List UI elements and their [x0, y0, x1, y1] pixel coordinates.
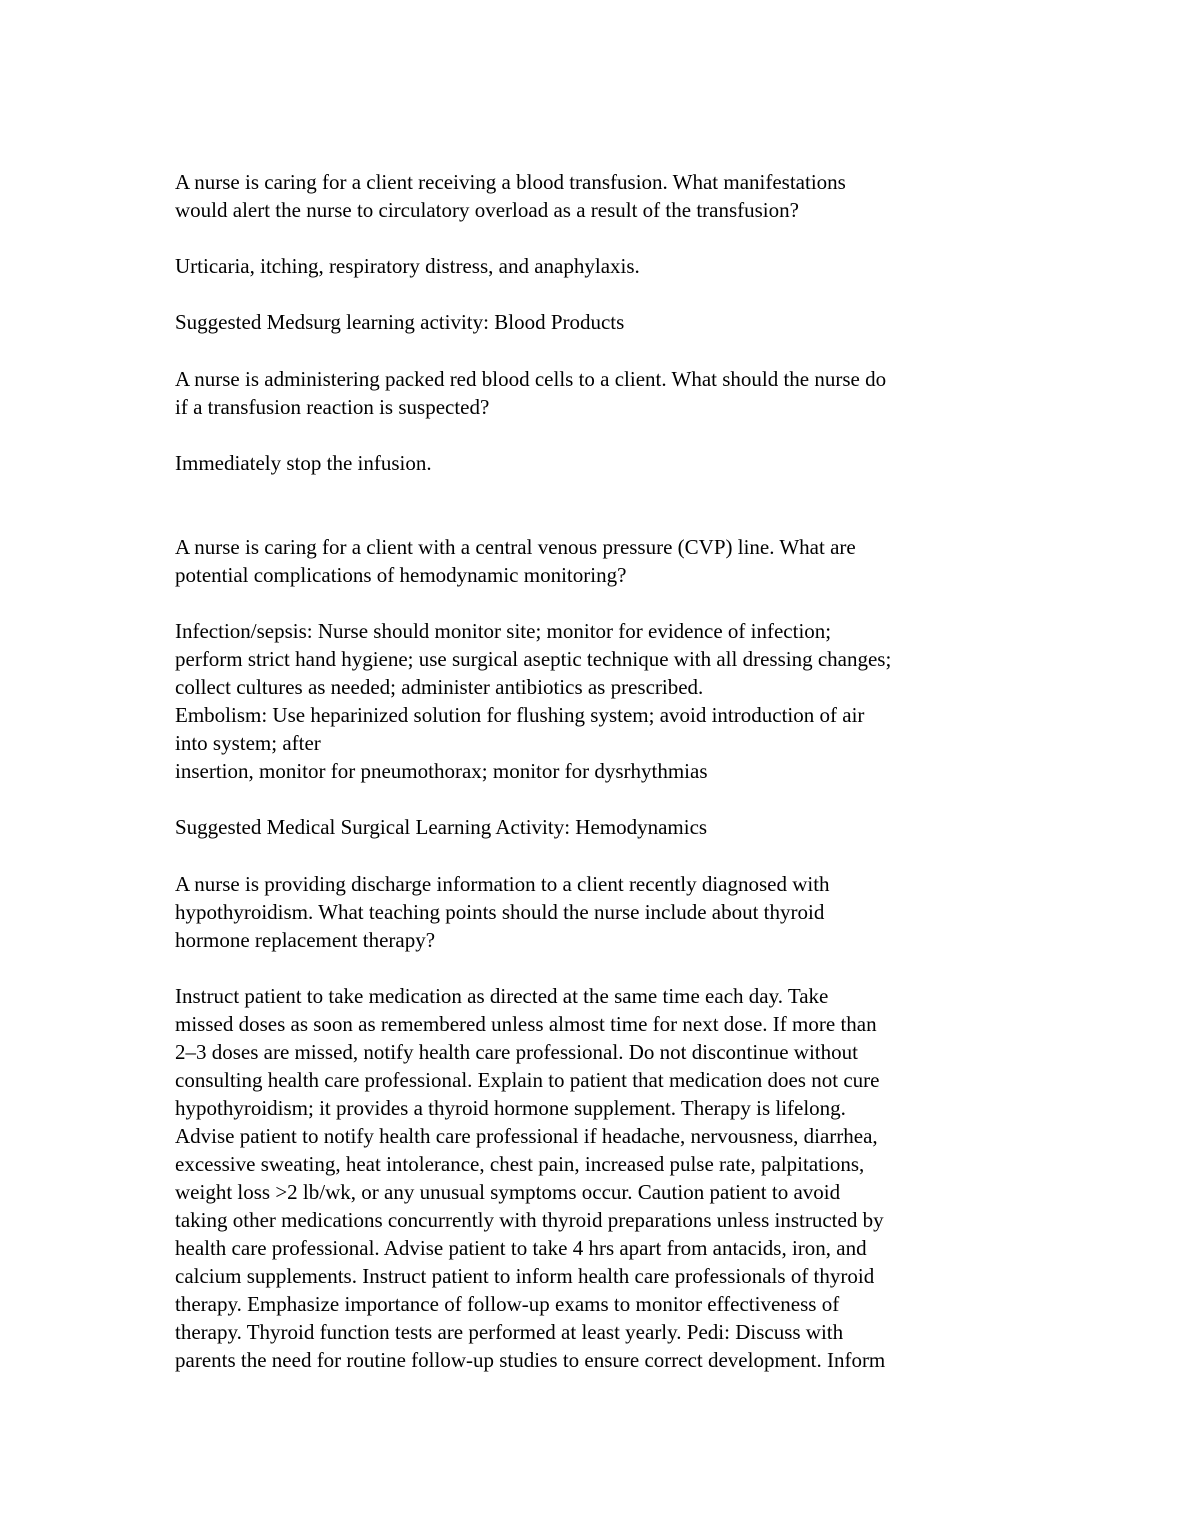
answer-3-line-3: collect cultures as needed; administer antibiotics as prescribed.: [175, 675, 704, 699]
question-4-line-1: A nurse is providing discharge information to a client recently diagnosed with: [175, 872, 830, 896]
answer-4-line-14: parents the need for routine follow-up studies to ensure correct development. Inform: [175, 1348, 886, 1372]
question-4-line-2: hypothyroidism. What teaching points should the nurse include about thyroid: [175, 900, 825, 924]
question-3-line-1: A nurse is caring for a client with a central venous pressure (CVP) line. What are: [175, 535, 856, 559]
question-1-line-2: would alert the nurse to circulatory overload as a result of the transfusion?: [175, 198, 799, 222]
question-4-line-3: hormone replacement therapy?: [175, 928, 436, 952]
answer-3-line-4: Embolism: Use heparinized solution for flushing system; avoid introduction of air: [175, 703, 865, 727]
answer-2: Immediately stop the infusion.: [175, 451, 432, 475]
learning-activity-3: Suggested Medical Surgical Learning Activity: Hemodynamics: [175, 815, 708, 839]
question-2-line-2: if a transfusion reaction is suspected?: [175, 395, 490, 419]
answer-4-line-2: missed doses as soon as remembered unless almost time for next dose. If more than: [175, 1012, 877, 1036]
answer-3-line-5: into system; after: [175, 731, 321, 755]
answer-4-line-11: calcium supplements. Instruct patient to inform health care professionals of thyroid: [175, 1264, 875, 1288]
question-2-line-1: A nurse is administering packed red blood cells to a client. What should the nurse do: [175, 367, 887, 391]
answer-3-line-2: perform strict hand hygiene; use surgical aseptic technique with all dressing changes;: [175, 647, 892, 671]
answer-4-line-1: Instruct patient to take medication as directed at the same time each day. Take: [175, 984, 829, 1008]
answer-4-line-6: Advise patient to notify health care professional if headache, nervousness, diarrhea,: [175, 1124, 878, 1148]
answer-4-line-4: consulting health care professional. Explain to patient that medication does not cure: [175, 1068, 880, 1092]
answer-4-line-13: therapy. Thyroid function tests are performed at least yearly. Pedi: Discuss with: [175, 1320, 844, 1344]
answer-4-line-8: weight loss >2 lb/wk, or any unusual symptoms occur. Caution patient to avoid: [175, 1180, 841, 1204]
answer-4-line-7: excessive sweating, heat intolerance, chest pain, increased pulse rate, palpitations,: [175, 1152, 865, 1176]
answer-4-line-3: 2–3 doses are missed, notify health care professional. Do not discontinue without: [175, 1040, 858, 1064]
answer-3-line-1: Infection/sepsis: Nurse should monitor site; monitor for evidence of infection;: [175, 619, 832, 643]
learning-activity-1: Suggested Medsurg learning activity: Blood Products: [175, 310, 625, 334]
answer-4-line-10: health care professional. Advise patient to take 4 hrs apart from antacids, iron, and: [175, 1236, 867, 1260]
question-3-line-2: potential complications of hemodynamic monitoring?: [175, 563, 627, 587]
answer-1: Urticaria, itching, respiratory distress, and anaphylaxis.: [175, 254, 640, 278]
answer-4-line-9: taking other medications concurrently with thyroid preparations unless instructed by: [175, 1208, 884, 1232]
question-1-line-1: A nurse is caring for a client receiving a blood transfusion. What manifestations: [175, 170, 846, 194]
answer-3-line-6: insertion, monitor for pneumothorax; monitor for dysrhythmias: [175, 759, 708, 783]
answer-4-line-12: therapy. Emphasize importance of follow-up exams to monitor effectiveness of: [175, 1292, 840, 1316]
answer-4-line-5: hypothyroidism; it provides a thyroid hormone supplement. Therapy is lifelong.: [175, 1096, 846, 1120]
